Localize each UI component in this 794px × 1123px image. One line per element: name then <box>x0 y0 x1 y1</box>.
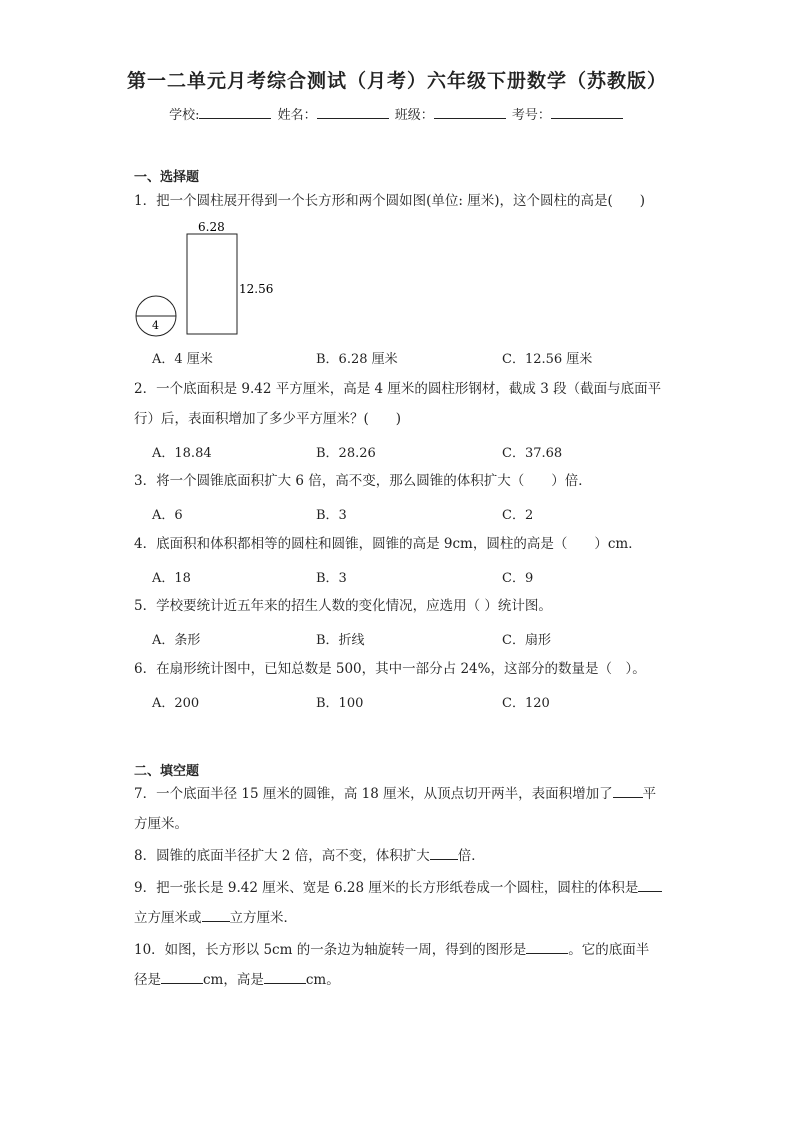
q6-option-c[interactable]: C．120 <box>502 696 550 711</box>
name-blank[interactable] <box>317 106 389 119</box>
q5-option-a[interactable]: A．条形 <box>152 633 201 648</box>
q10-answer-blank-3[interactable] <box>264 970 306 984</box>
circle-diameter-label: 4 <box>152 319 159 332</box>
rect-width-label: 6.28 <box>198 220 225 234</box>
class-label: 班级： <box>394 108 434 123</box>
q4-option-c[interactable]: C．9 <box>502 571 534 586</box>
q7-answer-blank[interactable] <box>613 784 643 798</box>
question-10-text-line-2b: cm，高是 <box>203 972 264 988</box>
q2-option-b[interactable]: B．28.26 <box>316 446 376 461</box>
question-4-text: 4．底面积和体积都相等的圆柱和圆锥，圆锥的高是 9cm，圆柱的高是（ ）cm． <box>134 536 642 552</box>
student-info-line <box>0 104 794 123</box>
net-rectangle <box>187 234 237 334</box>
cylinder-net-figure <box>130 218 290 343</box>
q2-option-c[interactable]: C．37.68 <box>502 446 563 461</box>
number-blank[interactable] <box>551 106 623 119</box>
q9-answer-blank-1[interactable] <box>638 878 662 892</box>
q1-option-a[interactable]: A．4 厘米 <box>152 352 213 367</box>
question-10-text-line-2c: cm。 <box>305 972 340 988</box>
question-2 <box>134 374 664 434</box>
question-7 <box>134 779 664 839</box>
q3-option-c[interactable]: C．2 <box>502 508 534 523</box>
number-label: 考号： <box>511 108 551 123</box>
question-7-text-line-2: 方厘米。 <box>134 816 188 832</box>
question-9-text-part-1: 9．把一张长是 9.42 厘米、宽是 6.28 厘米的长方形纸卷成一个圆柱，圆柱的体积是 <box>134 880 639 896</box>
question-10-text-part-2: 。它的底面半 <box>568 942 650 958</box>
rect-height-label: 12.56 <box>239 282 274 296</box>
question-9-text-line-2b: 立方厘米． <box>229 910 297 926</box>
question-5 <box>134 591 664 621</box>
q8-answer-blank[interactable] <box>430 846 458 860</box>
question-9-text-line-2a: 立方厘米或 <box>134 910 202 926</box>
q5-option-c[interactable]: C．扇形 <box>502 633 551 648</box>
question-9 <box>134 873 664 933</box>
q3-option-a[interactable]: A．6 <box>152 508 183 523</box>
q2-option-a[interactable]: A．18.84 <box>152 446 212 461</box>
q4-option-b[interactable]: B．3 <box>316 571 347 586</box>
q9-answer-blank-2[interactable] <box>202 908 230 922</box>
section-heading-choice: 一、选择题 <box>134 170 200 185</box>
question-9-line-1 <box>134 873 664 903</box>
question-7-text-part-2: 平 <box>642 786 657 802</box>
school-blank[interactable] <box>199 106 271 119</box>
question-1 <box>134 186 664 216</box>
question-7-line-1 <box>134 779 664 809</box>
question-10-line-2 <box>134 965 664 995</box>
question-9-line-2 <box>134 903 664 933</box>
q10-answer-blank-2[interactable] <box>161 970 203 984</box>
q10-answer-blank-1[interactable] <box>526 940 568 954</box>
question-6-text: 6．在扇形统计图中，已知总数是 500，其中一部分占 24%，这部分的数量是（ ）。 <box>134 661 646 677</box>
q6-option-a[interactable]: A．200 <box>152 696 200 711</box>
question-7-text-part-1: 7．一个底面半径 15 厘米的圆锥，高 18 厘米，从顶点切开两半，表面积增加了 <box>134 786 613 802</box>
question-8-line <box>134 841 664 871</box>
question-2-text-line-2: 行）后，表面积增加了多少平方厘米？( ) <box>134 411 402 427</box>
question-3-text: 3．将一个圆锥底面积扩大 6 倍，高不变，那么圆锥的体积扩大（ ）倍． <box>134 473 592 489</box>
question-10-line-1 <box>134 935 664 965</box>
question-1-text: 1．把一个圆柱展开得到一个长方形和两个圆如图(单位: 厘米)，这个圆柱的高是( ) <box>134 193 645 209</box>
q1-option-b[interactable]: B．6.28 厘米 <box>316 352 398 367</box>
question-10-text-part-1: 10．如图，长方形以 5cm 的一条边为轴旋转一周，得到的图形是 <box>134 942 527 958</box>
question-5-text: 5．学校要统计近五年来的招生人数的变化情况，应选用（ ）统计图。 <box>134 598 552 614</box>
question-8-text-part-1: 8．圆锥的底面半径扩大 2 倍，高不变，体积扩大 <box>134 848 430 864</box>
question-10-text-line-2a: 径是 <box>134 972 161 988</box>
question-2-text-line-1: 2．一个底面积是 9.42 平方厘米，高是 4 厘米的圆柱形钢材，截成 3 段（截面与底面平 <box>134 381 662 397</box>
question-10 <box>134 935 664 995</box>
q4-option-a[interactable]: A．18 <box>152 571 191 586</box>
q6-option-b[interactable]: B．100 <box>316 696 364 711</box>
q5-option-b[interactable]: B．折线 <box>316 633 365 648</box>
page-title: 第一二单元月考综合测试（月考）六年级下册数学（苏教版） <box>126 70 667 92</box>
class-blank[interactable] <box>434 106 506 119</box>
name-label: 姓名： <box>277 108 317 123</box>
question-3 <box>134 466 664 496</box>
q3-option-b[interactable]: B．3 <box>316 508 347 523</box>
question-4 <box>134 529 664 559</box>
q1-option-c[interactable]: C．12.56 厘米 <box>502 352 593 367</box>
section-heading-fill: 二、填空题 <box>134 764 200 779</box>
question-8 <box>134 841 664 871</box>
school-label: 学校: <box>169 108 200 123</box>
question-8-text-part-2: 倍． <box>457 848 485 864</box>
question-6 <box>134 654 664 684</box>
